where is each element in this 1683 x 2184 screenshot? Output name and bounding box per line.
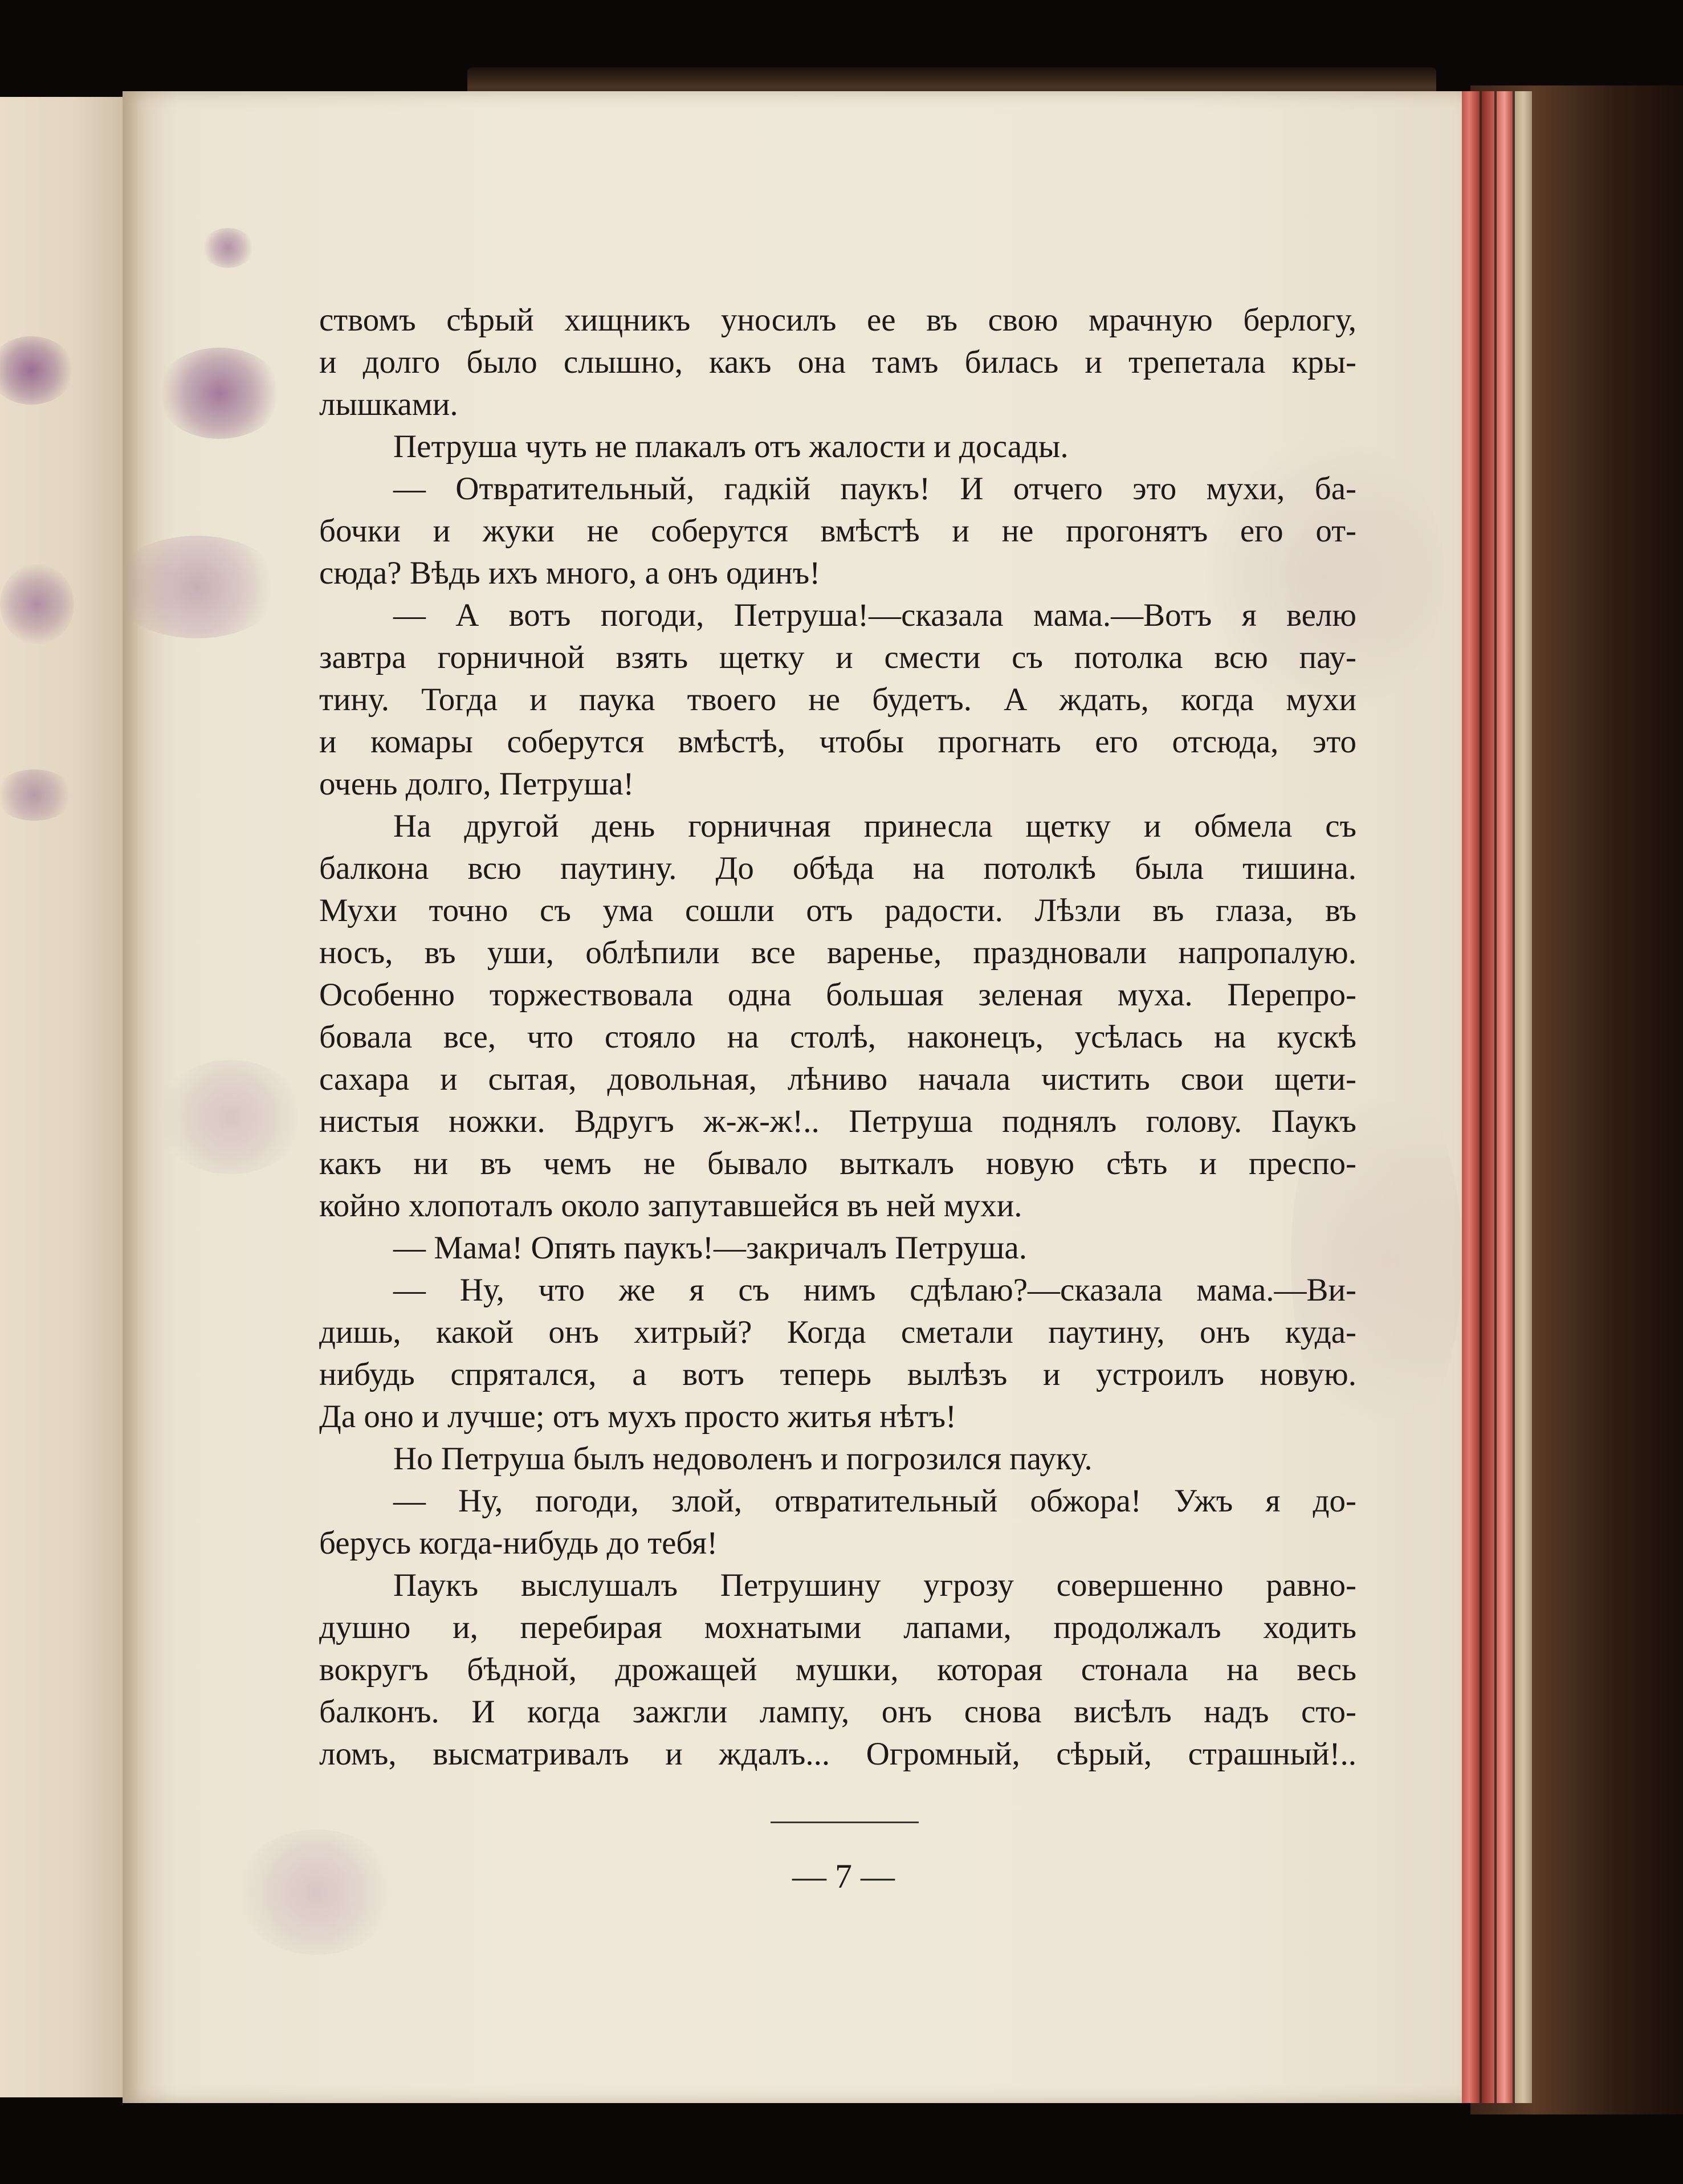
text-line: носъ, въ уши, облѣпили все варенье, праздновали напропалую. bbox=[319, 935, 1356, 971]
ink-stain bbox=[237, 1829, 396, 1955]
page-edge bbox=[1482, 91, 1494, 2103]
text-line: очень долго, Петруша! bbox=[319, 766, 634, 802]
text-line: и долго было слышно, какъ она тамъ билась и трепетала кры- bbox=[319, 344, 1356, 380]
text-line: сахара и сытая, довольная, лѣниво начала чистить свои щети- bbox=[319, 1061, 1356, 1097]
text-line: балконъ. И когда зажгли лампу, онъ снова висѣлъ надъ сто- bbox=[319, 1694, 1356, 1730]
text-line: дишь, какой онъ хитрый? Когда сметали паутину, онъ куда- bbox=[319, 1314, 1356, 1350]
ink-stain bbox=[0, 336, 74, 405]
text-line: — А вотъ погоди, Петруша!—сказала мама.—Вотъ я велю bbox=[393, 597, 1356, 633]
text-line: ствомъ сѣрый хищникъ уносилъ ее въ свою мрачную берлогу, bbox=[319, 302, 1356, 338]
text-line: нистыя ножки. Вдругъ ж-ж-ж!.. Петруша поднялъ голову. Паукъ bbox=[319, 1103, 1356, 1139]
text-line: и комары соберутся вмѣстѣ, чтобы прогнать его отсюда, это bbox=[319, 724, 1356, 760]
text-line: Но Петруша былъ недоволенъ и погрозился пауку. bbox=[393, 1441, 1093, 1477]
text-line: балкона всю паутину. До обѣда на потолкѣ была тишина. bbox=[319, 850, 1356, 886]
text-line: тину. Тогда и паука твоего не будетъ. А ждать, когда мухи bbox=[319, 682, 1356, 718]
ink-stain bbox=[0, 564, 74, 644]
text-line: завтра горничной взять щетку и смести съ потолка всю пау- bbox=[319, 639, 1356, 675]
text-line: — Ну, что же я съ нимъ сдѣлаю?—сказала мама.—Ви- bbox=[393, 1272, 1356, 1308]
text-line: лышками. bbox=[319, 386, 458, 422]
left-page-fragment bbox=[0, 97, 123, 2097]
text-line: Паукъ выслушалъ Петрушину угрозу совершенно равно- bbox=[393, 1567, 1356, 1603]
text-line: На другой день горничная принесла щетку и обмела съ bbox=[393, 808, 1356, 844]
ink-stain bbox=[202, 228, 254, 268]
text-line: Петруша чуть не плакалъ отъ жалости и досады. bbox=[393, 429, 1069, 464]
text-line: койно хлопоталъ около запутавшейся въ ней мухи. bbox=[319, 1188, 1022, 1224]
text-line: Да оно и лучше; отъ мухъ просто житья нѣтъ! bbox=[319, 1399, 957, 1435]
ink-stain bbox=[157, 1060, 305, 1174]
text-line: бовала все, что стояло на столѣ, наконецъ, усѣлась на кускѣ bbox=[319, 1019, 1356, 1055]
page-edge bbox=[1515, 91, 1532, 2103]
footer-rule bbox=[771, 1822, 919, 1823]
ink-stain bbox=[0, 769, 74, 821]
text-line: вокругъ бѣдной, дрожащей мушки, которая стонала на весь bbox=[319, 1652, 1356, 1688]
text-line: Особенно торжествовала одна большая зеленая муха. Перепро- bbox=[319, 977, 1356, 1013]
page-body-text bbox=[319, 299, 1356, 1775]
text-line: берусь когда-нибудь до тебя! bbox=[319, 1525, 718, 1561]
page-edge bbox=[1459, 91, 1480, 2103]
text-line: бочки и жуки не соберутся вмѣстѣ и не прогонятъ его от- bbox=[319, 513, 1356, 549]
text-line: какъ ни въ чемъ не бывало выткалъ новую сѣть и преспо- bbox=[319, 1146, 1356, 1181]
page-edge bbox=[1497, 91, 1513, 2103]
text-line: — Ну, погоди, злой, отвратительный обжора! Ужъ я до- bbox=[393, 1483, 1356, 1519]
text-line: — Мама! Опять паукъ!—закричалъ Петруша. bbox=[393, 1230, 1027, 1266]
text-line: ломъ, высматривалъ и ждалъ... Огромный, сѣрый, страшный!.. bbox=[319, 1736, 1356, 1772]
ink-stain bbox=[157, 348, 282, 439]
text-line: сюда? Вѣдь ихъ много, а онъ одинъ! bbox=[319, 555, 821, 591]
text-line: душно и, перебирая мохнатыми лапами, продолжалъ ходить bbox=[319, 1610, 1356, 1645]
text-line: нибудь спрятался, а вотъ теперь вылѣзъ и устроилъ новую. bbox=[319, 1356, 1356, 1392]
text-line: Мухи точно съ ума сошли отъ радости. Лѣзли въ глаза, въ bbox=[319, 893, 1356, 928]
ink-stain bbox=[111, 536, 282, 638]
text-line: — Отвратительный, гадкій паукъ! И отчего это мухи, ба- bbox=[393, 471, 1356, 507]
page-number: — 7 — bbox=[792, 1857, 895, 1895]
